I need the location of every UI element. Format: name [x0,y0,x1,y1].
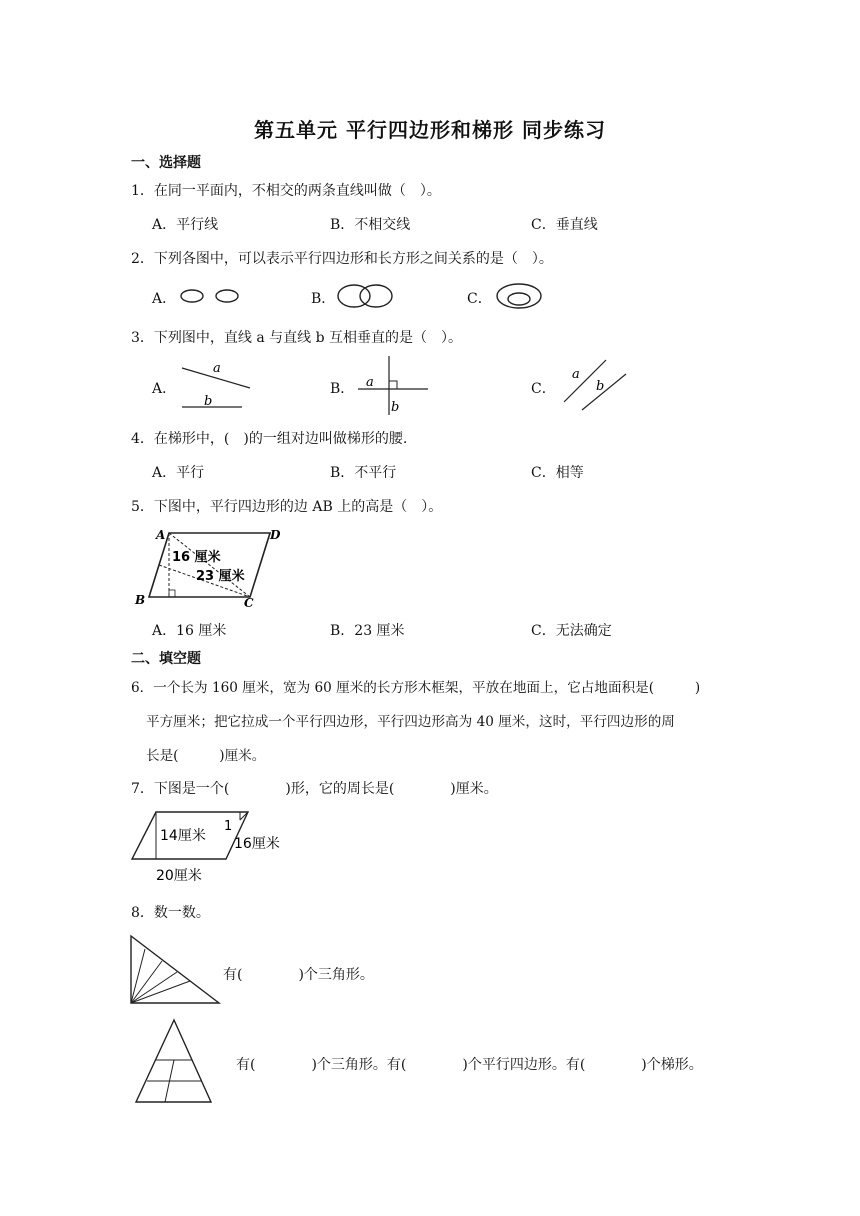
question-7: 7．下图是一个( )形，它的周长是( )厘米。 [131,781,498,797]
q3-a-label-a: a [213,361,221,376]
q5-vertex-d: D [270,528,281,542]
q5-parallelogram-figure [132,524,284,608]
question-4: 4．在梯形中，( )的一组对边叫做梯形的腰. [131,431,408,447]
question-6-line-3: 长是( )厘米。 [146,748,266,764]
q3-c-label-a: a [572,367,580,382]
q3-option-c[interactable]: C． [531,381,556,397]
question-6-line-1: 6．一个长为 160 厘米，宽为 60 厘米的长方形木框架，平放在地面上，它占地面积是( ) [131,680,701,696]
q1-option-b[interactable]: B．不相交线 [330,217,411,233]
q4-option-a[interactable]: A．平行 [152,465,205,481]
q5-vertex-b: B [135,593,146,607]
page-title: 第五单元 平行四边形和梯形 同步练习 [254,118,606,142]
q2-fig-overlapping-circles [334,282,400,310]
q5-option-b[interactable]: B．23 厘米 [330,623,405,639]
question-1: 1．在同一平面内，不相交的两条直线叫做（ ）。 [131,183,441,199]
question-3: 3．下列图中，直线 a 与直线 b 互相垂直的是（ ）。 [131,330,463,346]
q8-fan-triangles-figure [128,933,224,1007]
q8-fig2-answer: 有( )个三角形。有( )个平行四边形。有( )个梯形。 [236,1057,703,1073]
q2-option-b[interactable]: B． [311,291,336,307]
q7-side-label: 16厘米 [234,836,280,852]
q7-angle-mark: 1 [224,819,233,834]
q8-fig1-answer: 有( )个三角形。 [223,967,374,983]
q5-vertex-c: C [244,596,254,610]
q5-length-23: 23 厘米 [196,569,245,584]
q3-option-b[interactable]: B． [330,381,355,397]
q2-option-c[interactable]: C． [467,291,492,307]
q3-fig-c [560,358,630,414]
q4-option-c[interactable]: C．相等 [531,465,584,481]
q3-a-label-b: b [204,394,213,409]
q7-height-label: 14厘米 [160,828,206,844]
question-2: 2．下列各图中，可以表示平行四边形和长方形之间关系的是（ ）。 [131,251,553,267]
q8-triangle-grid-figure [133,1018,215,1104]
section-choice-heading: 一、选择题 [131,155,201,171]
q3-fig-b [356,355,430,417]
q1-option-c[interactable]: C．垂直线 [531,217,598,233]
question-6-line-2: 平方厘米；把它拉成一个平行四边形，平行四边形高为 40 厘米，这时，平行四边形的周 [146,714,675,730]
q1-option-a[interactable]: A．平行线 [152,217,219,233]
q7-parallelogram-figure [130,808,284,884]
q2-fig-nested-circles [494,281,546,311]
q3-fig-a [178,360,254,412]
q7-base-label: 20厘米 [156,868,202,884]
q3-b-label-b: b [391,400,400,415]
question-5: 5．下图中，平行四边形的边 AB 上的高是（ ）。 [131,499,443,515]
section-fill-heading: 二、填空题 [131,651,201,667]
q5-option-c[interactable]: C．无法确定 [531,623,612,639]
q5-vertex-a: A [156,528,166,542]
q3-b-label-a: a [366,375,374,390]
question-8: 8．数一数。 [131,905,210,921]
q5-length-16: 16 厘米 [172,550,221,565]
q2-fig-separate-circles [178,285,248,307]
q2-option-a[interactable]: A． [152,291,177,307]
q3-c-label-b: b [596,379,605,394]
q4-option-b[interactable]: B．不平行 [330,465,397,481]
q3-option-a[interactable]: A． [152,381,177,397]
q5-option-a[interactable]: A．16 厘米 [152,623,227,639]
